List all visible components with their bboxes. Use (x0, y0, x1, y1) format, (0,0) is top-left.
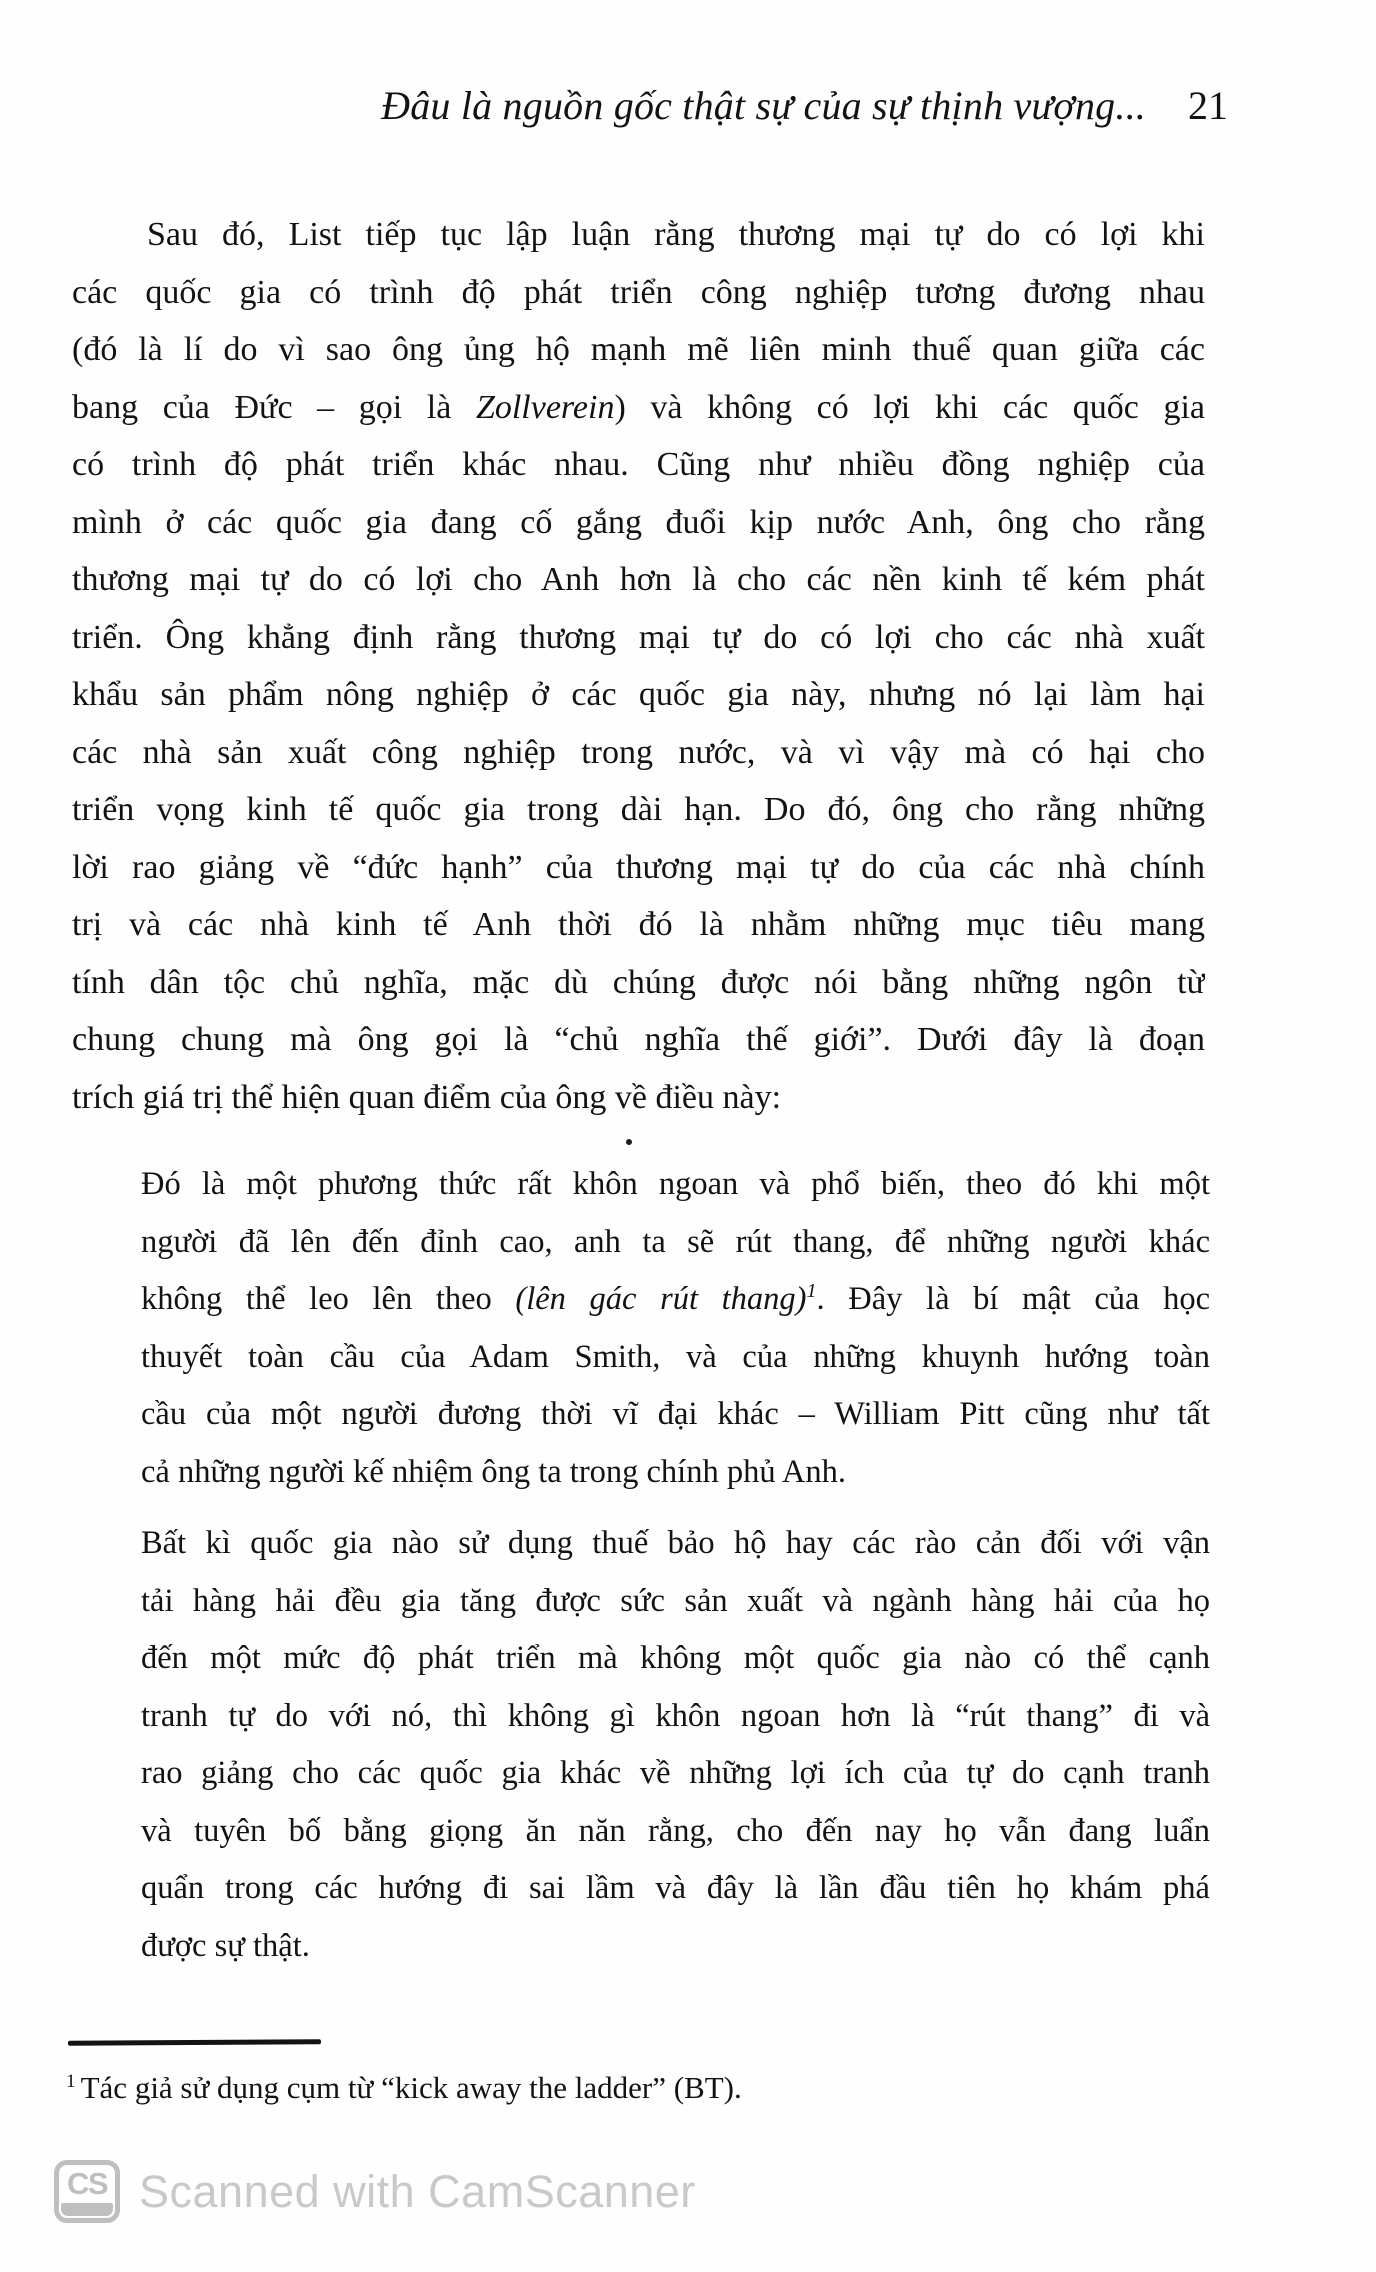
text-segment: người đã lên đến đỉnh cao, anh ta sẽ rút thang, để những người khác (141, 1223, 1210, 1260)
text-line (72, 839, 1205, 897)
text-segment: tranh tự do với nó, thì không gì khôn ngoan hơn là “rút thang” đi và (141, 1697, 1210, 1734)
footnote-marker: 1 (66, 2070, 76, 2092)
text-segment: tính dân tộc chủ nghĩa, mặc dù chúng được nói bằng những ngôn từ (72, 963, 1205, 1001)
text-line (72, 494, 1205, 552)
text-line (141, 1329, 1210, 1387)
text-segment: Zollverein (475, 388, 615, 426)
text-segment: cầu của một người đương thời vĩ đại khác – William Pitt cũng như tất (141, 1396, 1210, 1432)
text-segment: chung chung mà ông gọi là “chủ nghĩa thế giới”. Dưới đây là đoạn (72, 1021, 1205, 1058)
text-line (72, 1069, 1205, 1127)
text-line (72, 206, 1205, 264)
text-segment: (lên gác rút thang) (515, 1281, 807, 1317)
text-line (72, 609, 1205, 667)
text-line (72, 896, 1205, 954)
text-segment: và tuyên bố bằng giọng ăn năn rằng, cho đến nay họ vẫn đang luẩn (141, 1812, 1210, 1849)
footnote-text: Tác giả sử dụng cụm từ “kick away the ladder” (BT). (80, 2070, 742, 2105)
text-line (72, 1011, 1205, 1069)
text-segment: bang của Đức – gọi là (72, 388, 476, 426)
text-line (141, 1745, 1210, 1803)
text-line (141, 1156, 1210, 1214)
text-segment: có trình độ phát triển khác nhau. Cũng như nhiều đồng nghiệp của (72, 446, 1205, 483)
text-segment: tải hàng hải đều gia tăng được sức sản xuất và ngành hàng hải của họ (141, 1582, 1210, 1619)
text-segment: đến một mức độ phát triển mà không một quốc gia nào có thể cạnh (141, 1640, 1210, 1676)
blockquote-paragraph-2 (141, 1515, 1210, 1975)
camscanner-logo-base (61, 2203, 113, 2216)
text-segment: . Đây là bí mật của học (816, 1281, 1210, 1317)
text-segment: ) và không có lợi khi các quốc gia (614, 388, 1205, 426)
text-segment: trị và các nhà kinh tế Anh thời đó là nhằm những mục tiêu mang (72, 906, 1205, 943)
text-segment: cả những người kế nhiệm ông ta trong chính phủ Anh. (141, 1453, 847, 1490)
text-line (141, 1444, 1210, 1502)
text-line (72, 436, 1205, 494)
text-segment: quẩn trong các hướng đi sai lầm và đây là lần đầu tiên họ khám phá (141, 1870, 1210, 1906)
camscanner-watermark (54, 2160, 696, 2223)
page-number: 21 (1188, 83, 1228, 128)
text-segment: triển vọng kinh tế quốc gia trong dài hạn. Do đó, ông cho rằng những (72, 791, 1205, 828)
text-segment: thương mại tự do có lợi cho Anh hơn là cho các nền kinh tế kém phát (72, 561, 1205, 598)
text-line (141, 1573, 1210, 1631)
footnote-divider (68, 2039, 321, 2046)
text-segment: được sự thật. (141, 1927, 310, 1964)
running-head (381, 82, 1228, 129)
text-line (141, 1630, 1210, 1688)
text-segment: thuyết toàn cầu của Adam Smith, và của những khuynh hướng toàn (141, 1338, 1210, 1375)
text-line (72, 724, 1205, 782)
text-segment: khẩu sản phẩm nông nghiệp ở các quốc gia này, nhưng nó lại làm hại (72, 676, 1205, 713)
watermark-label: Scanned with CamScanner (139, 2165, 696, 2217)
blockquote-paragraph-1 (141, 1156, 1210, 1501)
text-line (141, 1386, 1210, 1444)
text-segment: mình ở các quốc gia đang cố gắng đuổi kịp nước Anh, ông cho rằng (72, 503, 1205, 541)
text-segment: không thể leo lên theo (141, 1281, 516, 1317)
text-line (141, 1918, 1210, 1976)
text-segment: Sau đó, List tiếp tục lập luận rằng thương mại tự do có lợi khi (147, 216, 1205, 253)
text-segment: triển. Ông khẳng định rằng thương mại tự do có lợi cho các nhà xuất (72, 618, 1205, 656)
text-segment: lời rao giảng về “đức hạnh” của thương mại tự do của các nhà chính (72, 848, 1205, 886)
main-paragraph (72, 206, 1205, 1126)
text-segment: Bất kì quốc gia nào sử dụng thuế bảo hộ hay các rào cản đối với vận (141, 1525, 1210, 1561)
text-segment: các nhà sản xuất công nghiệp trong nước, và vì vậy mà có hại cho (72, 733, 1205, 771)
text-line (141, 1515, 1210, 1573)
text-line (72, 264, 1205, 322)
text-line (72, 321, 1205, 379)
running-head-title: Đâu là nguồn gốc thật sự của sự thịnh vượng... (381, 83, 1146, 128)
camscanner-logo-icon (54, 2160, 120, 2223)
text-segment: 1 (806, 1280, 817, 1303)
text-line (72, 781, 1205, 839)
text-line (141, 1803, 1210, 1861)
text-line (72, 379, 1205, 437)
text-line (141, 1860, 1210, 1918)
text-segment: (đó là lí do vì sao ông ủng hộ mạnh mẽ liên minh thuế quan giữa các (72, 331, 1205, 368)
text-line (72, 954, 1205, 1012)
footnote (66, 2064, 742, 2112)
text-line (72, 551, 1205, 609)
text-line (141, 1688, 1210, 1746)
text-line (141, 1214, 1210, 1272)
camscanner-logo-text: CS (66, 2166, 108, 2201)
text-line (141, 1271, 1210, 1329)
text-segment: Đó là một phương thức rất khôn ngoan và phổ biến, theo đó khi một (141, 1166, 1210, 1202)
text-segment: các quốc gia có trình độ phát triển công nghiệp tương đương nhau (72, 273, 1205, 311)
scan-noise-dot (626, 1139, 632, 1145)
text-line (72, 666, 1205, 724)
text-segment: trích giá trị thể hiện quan điểm của ông về điều này: (72, 1078, 782, 1116)
text-segment: rao giảng cho các quốc gia khác về những lợi ích của tự do cạnh tranh (141, 1755, 1210, 1791)
